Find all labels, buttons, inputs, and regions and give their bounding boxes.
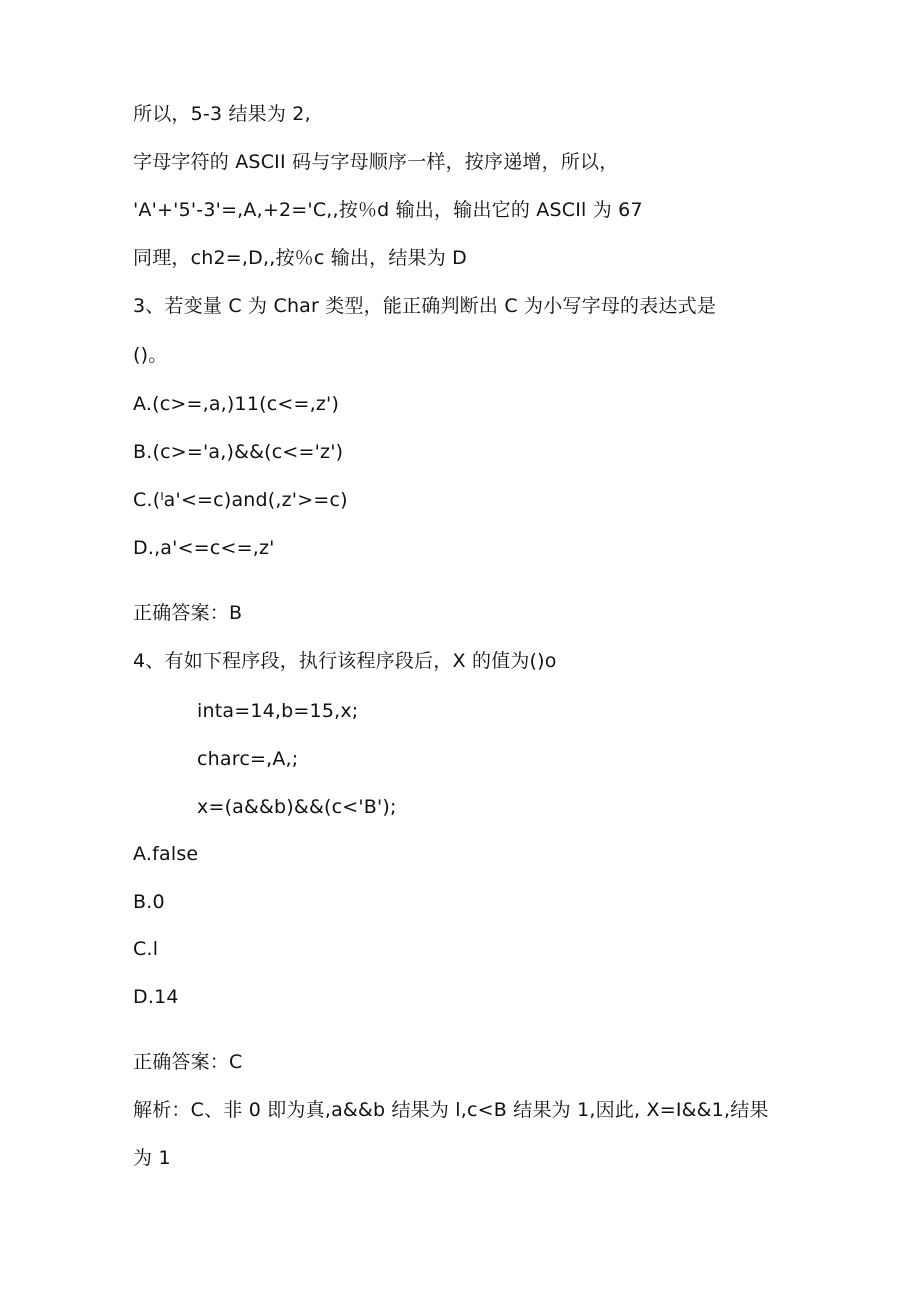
code-line: x=(a&&b)&&(c<'B'); bbox=[197, 796, 397, 818]
explanation: 解析：C、非 0 即为真,a&&b 结果为 l,c<B 结果为 1,因此, X=I&&1,结果 bbox=[133, 1099, 769, 1121]
option-a: A.false bbox=[133, 843, 199, 865]
answer-4: 正确答案：C bbox=[133, 1051, 243, 1073]
option-b: B.(c>='a,)&&(c<='z') bbox=[133, 441, 344, 463]
question-4-stem: 4、有如下程序段，执行该程序段后，X 的值为()o bbox=[133, 650, 557, 672]
text-line: 同理，ch2=,D,,按％c 输出，结果为 D bbox=[133, 247, 468, 269]
option-c: C.(ˡa'<=c)and(,z'>=c) bbox=[133, 489, 348, 511]
option-a: A.(c>=,a,)11(c<=,z') bbox=[133, 393, 340, 415]
option-c: C.l bbox=[133, 938, 159, 960]
text-line: 所以，5-3 结果为 2, bbox=[133, 103, 311, 125]
text-line: 'A'+'5'-3'=,A,+2='C,,按％d 输出，输出它的 ASCIl 为 67 bbox=[133, 199, 643, 221]
question-3-stem-end: ()。 bbox=[133, 344, 168, 366]
option-d: D.,a'<=c<=,z' bbox=[133, 537, 275, 559]
code-line: inta=14,b=15,x; bbox=[197, 700, 359, 722]
question-3-stem: 3、若变量 C 为 Char 类型，能正确判断出 C 为小写字母的表达式是 bbox=[133, 295, 717, 317]
option-b: B.0 bbox=[133, 891, 165, 913]
explanation-end: 为 1 bbox=[133, 1147, 171, 1169]
answer-3: 正确答案：B bbox=[133, 602, 243, 624]
option-d: D.14 bbox=[133, 986, 179, 1008]
text-line: 字母字符的 ASCII 码与字母顺序一样，按序递增，所以， bbox=[133, 151, 619, 173]
code-line: charc=,A,; bbox=[197, 748, 299, 770]
